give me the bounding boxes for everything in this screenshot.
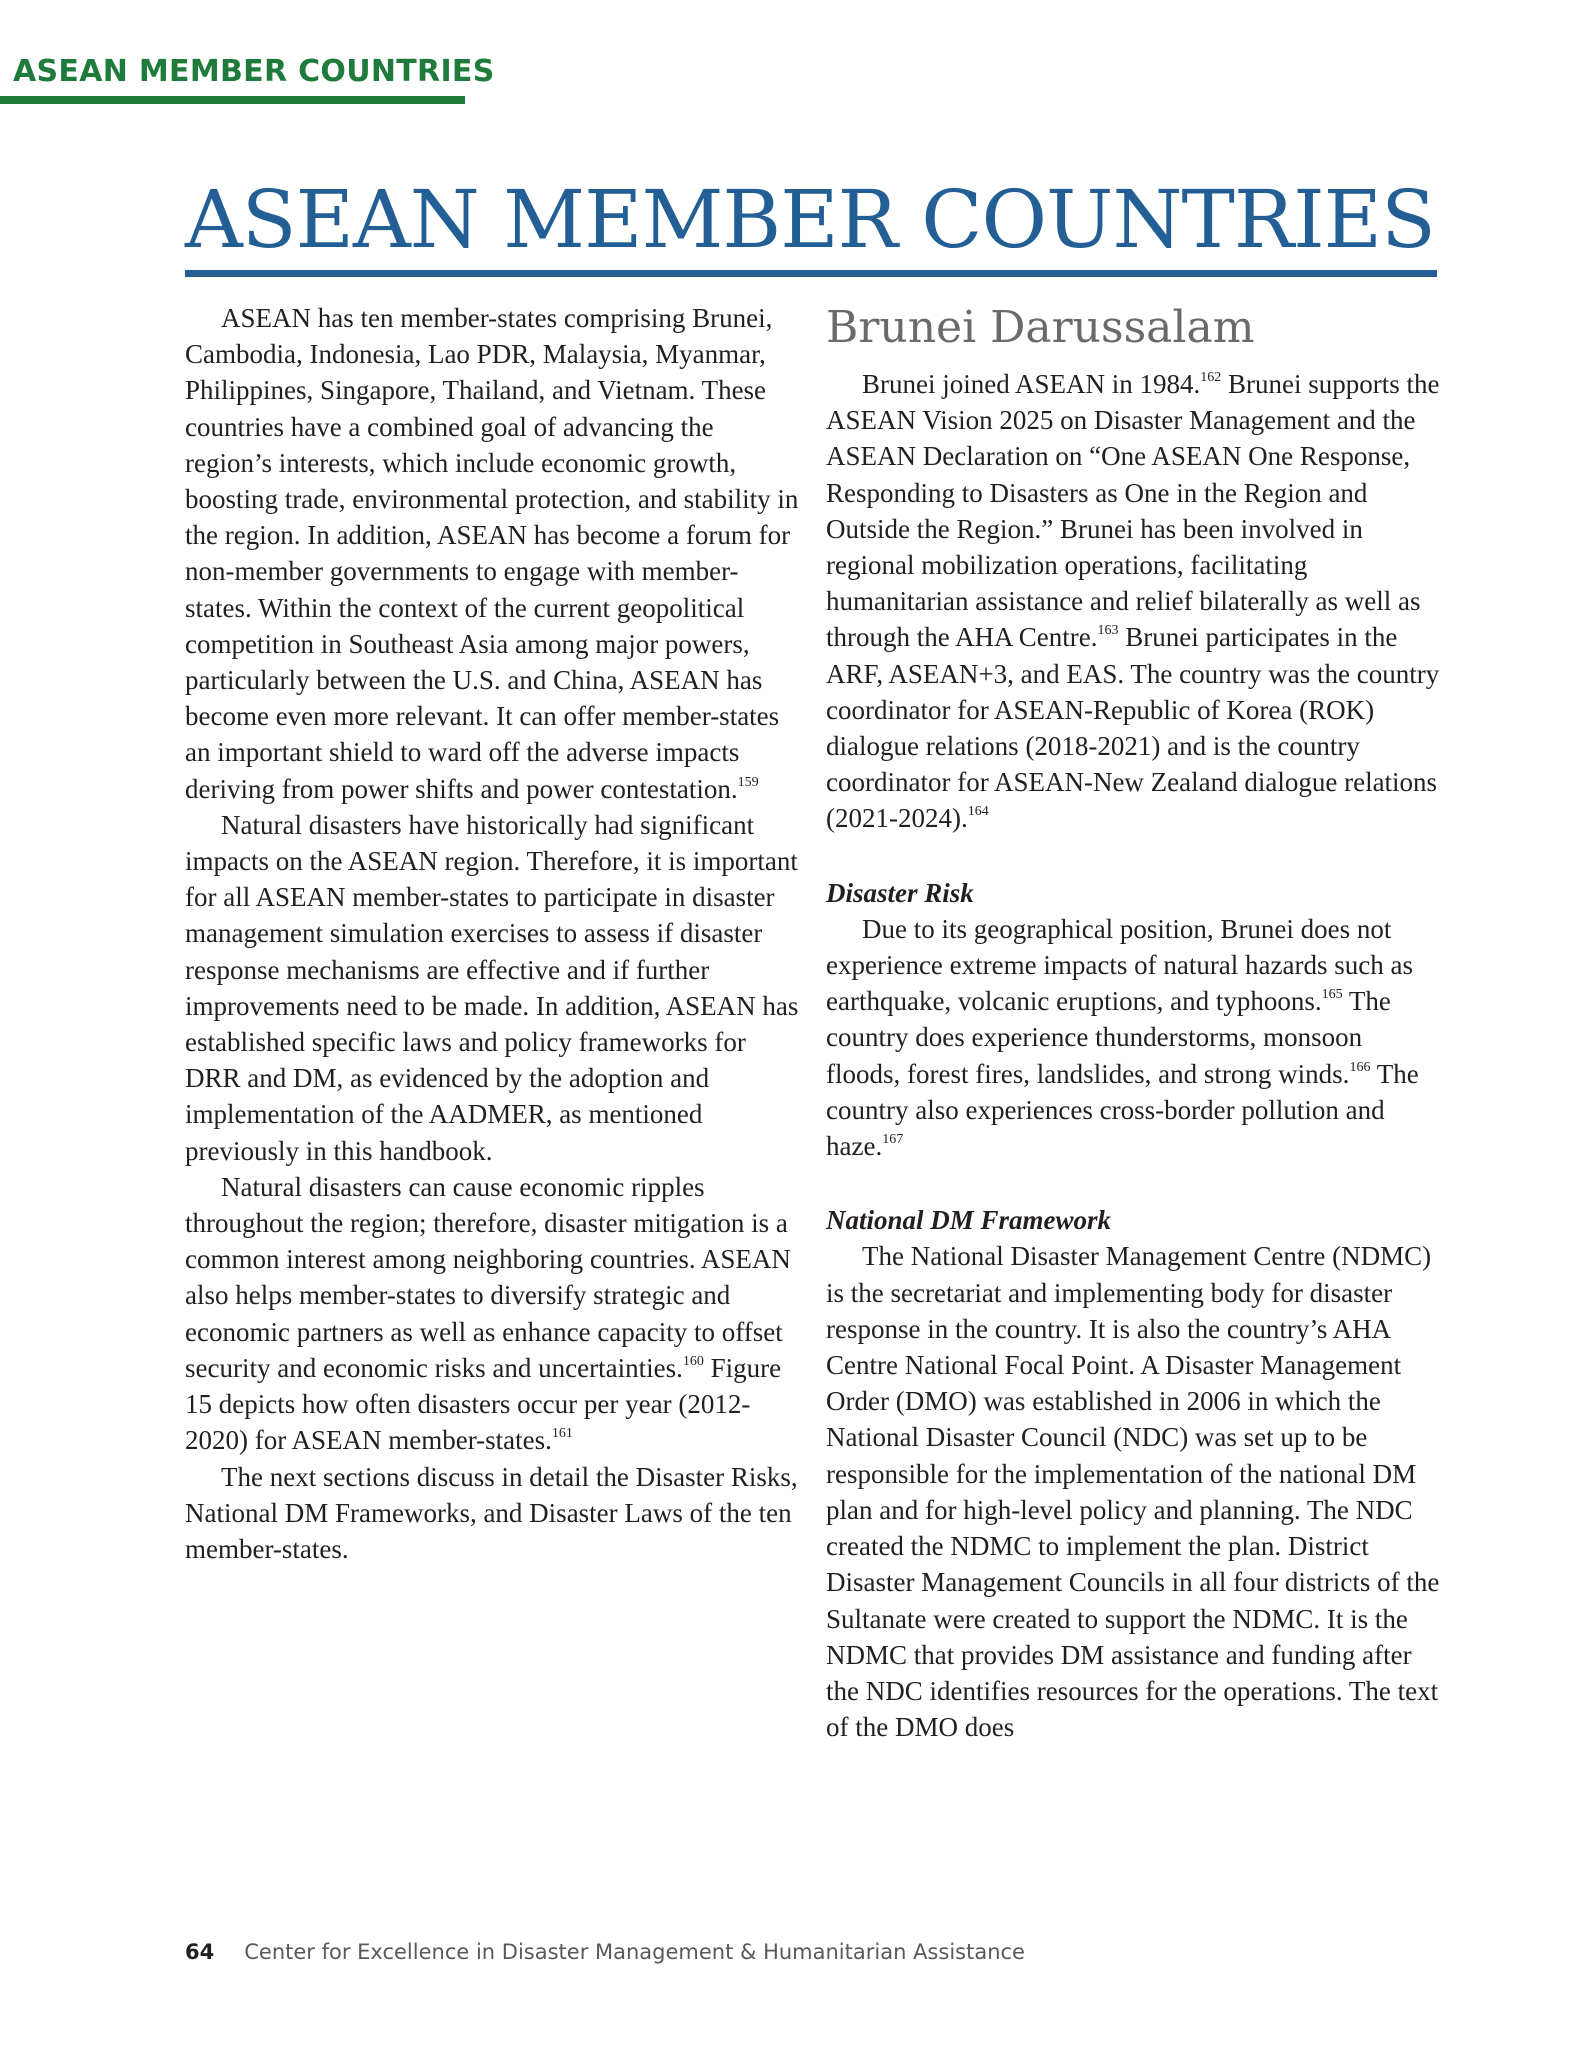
right-column xyxy=(826,300,1441,1745)
footer-text: Center for Excellence in Disaster Management & Humanitarian Assistance xyxy=(244,1940,1025,1964)
footnote-ref: 162 xyxy=(1200,370,1222,385)
section-tab xyxy=(0,48,495,106)
footnote-ref: 163 xyxy=(1097,623,1119,639)
paragraph-brunei-intro: Brunei joined ASEAN in 1984.$^{162}$ Brunei supports the ASEAN Vision 2025 on Disaster Management and the ASEAN Declaration on “One ASEAN One Response, Responding to Disasters as One in the Region and Outside the Region.” Brunei has been involved in regional mobilization operations, facilitating humanitarian assistance and relief bilaterally as well as through the AHA Centre.$^{163}$ Brunei participates in the ARF, ASEAN+3, and EAS. The country was the country coordinator for ASEAN-Republic of Korea (ROK) dialogue relations (2018-2021) and is the country coordinator for ASEAN-New Zealand dialogue relations (2021-2024).$^{164}$ xyxy=(826,369,1440,834)
subheading-national-dm-framework: National DM Framework xyxy=(826,1205,1112,1236)
paragraph-national-dm-framework: The National Disaster Management Centre (NDMC) is the secretariat and implementing body for disaster response in the country. It is also the country’s AHA Centre National Focal Point. A Disaster Management Order (DMO) was established in 2006 in which the National Disaster Council (NDC) was set up to be responsible for the implementation of the national DM plan and for high-level policy and planning. The NDC created the NDMC to implement the plan. District Disaster Management Councils in all four districts of the Sultanate were created to support the NDMC. It is the NDMC that provides DM assistance and funding after the NDC identifies resources for the operations. The text of the DMO does xyxy=(826,1241,1440,1743)
paragraph-asean-overview: ASEAN has ten member-states comprising Brunei, Cambodia, Indonesia, Lao PDR, Malaysia, Myanmar, Philippines, Singapore, Thailand, and Vietnam. These countries have a combined goal of advancing the region’s interests, which include economic growth, boosting trade, environmental protection, and stability in the region. In addition, ASEAN has become a forum for non-member governments to engage with member-states. Within the context of the current geopolitical competition in Southeast Asia among major powers, particularly between the U.S. and China, ASEAN has become even more relevant. It can offer member-states an important shield to ward off the adverse impacts deriving from power shifts and power contestation.$^{159}$ xyxy=(185,303,799,804)
paragraph-natural-disasters: Natural disasters have historically had significant impacts on the ASEAN region. Therefore, it is important for all ASEAN member-states to participate in disaster management simulation exercises to assess if disaster response mechanisms are effective and if further improvements need to be made. In addition, ASEAN has established specific laws and policy frameworks for DRR and DM, as evidenced by the adoption and implementation of the AADMER, as mentioned previously in this handbook. xyxy=(185,809,799,1166)
footnote-ref: 159 xyxy=(737,774,759,790)
paragraph-next-sections: The next sections discuss in detail the Disaster Risks, National DM Frameworks, and Disaster Laws of the ten member-states. xyxy=(185,1461,798,1564)
page-footer xyxy=(185,1940,1025,1964)
page-number: 64 xyxy=(185,1940,215,1964)
footnote-ref: 167 xyxy=(882,1132,904,1148)
subheading-disaster-risk: Disaster Risk xyxy=(826,877,974,908)
paragraph-economic-ripples: Natural disasters can cause economic ripples throughout the region; therefore, disaster mitigation is a common interest among neighboring countries. ASEAN also helps member-states to diversify strategic and economic partners as well as enhance capacity to offset security and economic risks and uncertainties.$^{160}$ Figure 15 depicts how often disasters occur per year (2012-2020) for ASEAN member-states.$^{161}$ xyxy=(185,1171,791,1456)
country-heading: Brunei Darussalam xyxy=(826,302,1255,353)
section-tab-label: ASEAN MEMBER COUNTRIES xyxy=(13,54,495,89)
page-title: ASEAN MEMBER COUNTRIES xyxy=(185,173,1435,266)
footnote-ref: 166 xyxy=(1349,1059,1371,1075)
footnote-ref: 165 xyxy=(1321,987,1343,1003)
footnote-ref: 164 xyxy=(967,804,989,820)
footnote-ref: 160 xyxy=(682,1353,704,1369)
paragraph-disaster-risk: Due to its geographical position, Brunei does not experience extreme impacts of natural hazards such as earthquake, volcanic eruptions, and typhoons.$^{165}$ The country does experience thunderstorms, monsoon floods, forest fires, landslides, and strong winds.$^{166}$ The country also experiences cross-border pollution and haze.$^{167}$ xyxy=(826,913,1419,1162)
left-column xyxy=(185,300,800,1567)
title-rule xyxy=(185,270,1437,277)
section-tab-rule xyxy=(0,96,465,104)
footnote-ref: 161 xyxy=(551,1426,573,1442)
